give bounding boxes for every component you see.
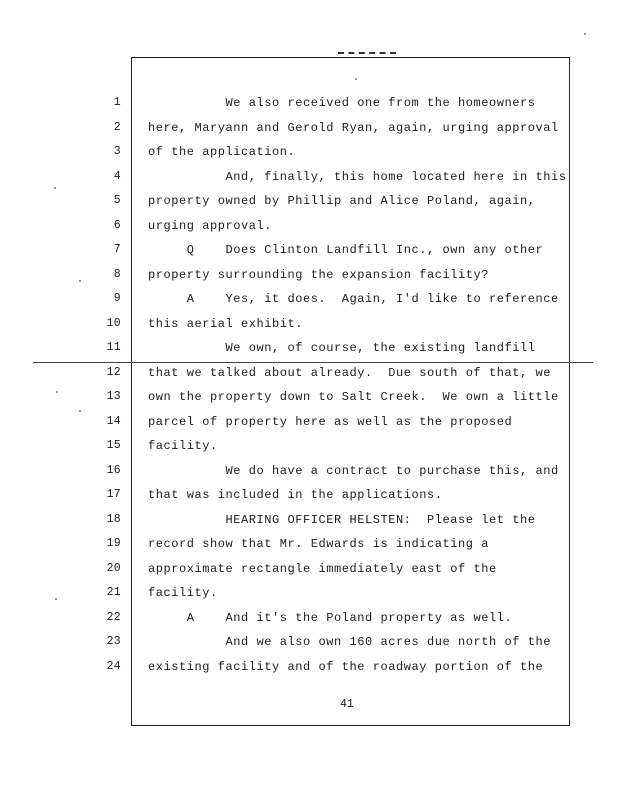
line-number: 23	[106, 635, 121, 648]
line-number: 17	[106, 488, 121, 501]
transcript-line: of the application.	[148, 145, 296, 159]
line-number: 19	[106, 537, 121, 550]
line-number: 16	[106, 464, 121, 477]
transcript-line: urging approval.	[148, 219, 273, 233]
scan-speck	[355, 78, 357, 80]
fold-line	[33, 362, 593, 363]
transcript-line: A And it's the Poland property as well.	[148, 611, 513, 625]
scan-speck	[54, 187, 56, 189]
transcript-line: parcel of property here as well as the proposed	[148, 415, 513, 429]
transcript-line: A Yes, it does. Again, I'd like to reference	[148, 292, 559, 306]
scan-speck	[79, 280, 81, 282]
transcript-line: existing facility and of the roadway portion of the	[148, 660, 544, 674]
transcript-line: property surrounding the expansion facility?	[148, 268, 490, 282]
line-number: 13	[106, 390, 121, 403]
line-number: 12	[106, 366, 121, 379]
line-number: 6	[113, 219, 121, 232]
transcript-line: approximate rectangle immediately east of the	[148, 562, 497, 576]
line-number: 5	[113, 194, 121, 207]
line-number: 22	[106, 611, 121, 624]
line-number: 7	[113, 243, 121, 256]
transcript-line: that we talked about already. Due south of that, we	[148, 366, 552, 380]
line-number: 10	[106, 317, 121, 330]
transcript-line: HEARING OFFICER HELSTEN: Please let the	[148, 513, 536, 527]
transcript-line: property owned by Phillip and Alice Poland, again,	[148, 194, 536, 208]
line-number: 4	[113, 170, 121, 183]
line-number: 11	[106, 341, 121, 354]
transcript-line: We also received one from the homeowners	[148, 96, 536, 110]
line-number: 14	[106, 415, 121, 428]
transcript-line: own the property down to Salt Creek. We own a little	[148, 390, 559, 404]
transcript-line: this aerial exhibit.	[148, 317, 304, 331]
transcript-line: record show that Mr. Edwards is indicating a	[148, 537, 490, 551]
line-number: 8	[113, 268, 121, 281]
page-number: 41	[340, 698, 354, 711]
line-number: 2	[113, 121, 121, 134]
line-number: 9	[113, 292, 121, 305]
transcript-line: We own, of course, the existing landfill	[148, 341, 536, 355]
line-number: 3	[113, 145, 121, 158]
scan-speck	[55, 598, 57, 600]
line-number: 18	[106, 513, 121, 526]
transcript-line: facility.	[148, 439, 218, 453]
line-number: 15	[106, 439, 121, 452]
scan-speck	[56, 391, 58, 393]
transcript-line: here, Maryann and Gerold Ryan, again, urging approval	[148, 121, 559, 135]
transcript-line: facility.	[148, 586, 218, 600]
line-number: 21	[106, 586, 121, 599]
transcript-line: And we also own 160 acres due north of the	[148, 635, 552, 649]
scan-speck	[584, 33, 586, 35]
line-number: 24	[106, 660, 121, 673]
scan-speck	[79, 410, 81, 412]
transcript-line: Q Does Clinton Landfill Inc., own any other	[148, 243, 544, 257]
line-number: 1	[113, 96, 121, 109]
transcript-line: We do have a contract to purchase this, and	[148, 464, 559, 478]
frame-top-mark	[338, 52, 396, 54]
line-number: 20	[106, 562, 121, 575]
transcript-line: that was included in the applications.	[148, 488, 443, 502]
transcript-line: And, finally, this home located here in this	[148, 170, 567, 184]
